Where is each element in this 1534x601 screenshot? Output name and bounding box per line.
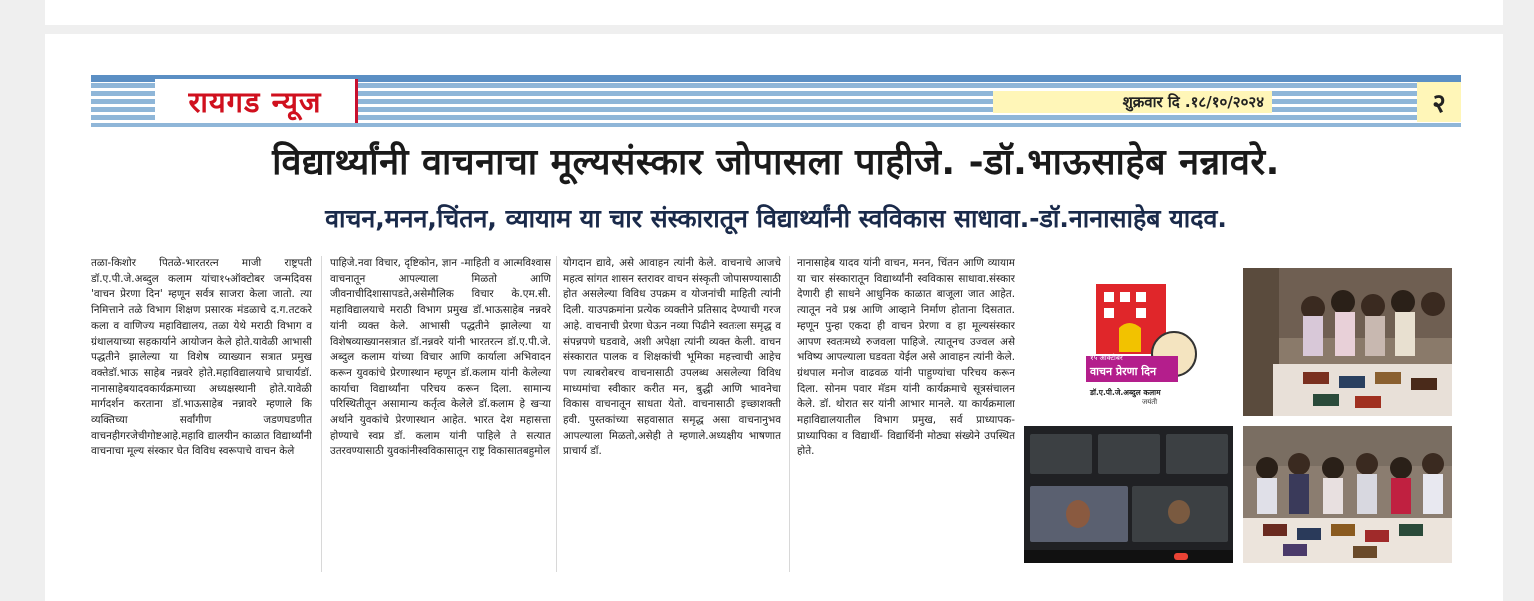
speaker-tile [1030, 486, 1128, 542]
event-photo-1 [1243, 268, 1452, 416]
meeting-controls-bar [1024, 550, 1233, 563]
subheadline: वाचन,मनन,चिंतन, व्यायाम या चार संस्कारातून विद्यार्थ्यांनी स्वविकास साधावा.-डॉ.नानासाहेब यादव. [325, 204, 1227, 233]
poster-line-4: जयंती [1142, 398, 1158, 406]
page-number: २ [1432, 89, 1446, 119]
article-column-3: योगदान द्यावे, असे आवाहन त्यांनी केले. वाचनाचे आजचे महत्व सांगत शासन स्तरावर वाचन संस्कृती जोपासण्यासाठी होत असलेल्या विविध उपक्रम व योजनांची माहिती त्यांनी दिली. याउपक्रमांना प्रत्येक व्यक्तीने प्रतिसाद देण्याची गरज आहे. वाचनाची प्रेरणा घेऊन नव्या पिढीने स्वतःला समृद्ध व संपन्नपणे घडवावे, अशी अपेक्षा त्यांनी व्यक्त केली. वाचन संस्कारात पालक व शिक्षकांची भूमिका महत्त्वाची आहेच पण त्याबरोबरच वाचनासाठी उपलब्ध असलेल्या विविध माध्यमांचा स्वीकार करीत मन, बुद्धी आणि भावनेचा विकास वाचनातून साधता येतो. वाचनासाठी इच्छाशक्ती हवी. पुस्तकांच्या सहवासात समृद्ध असा वाचनानुभव आपल्याला मिळतो,असेही ते म्हणाले.अध्यक्षीय भाषणात प्राचार्य डॉ. [563, 257, 781, 458]
photo-1-graphic [1243, 268, 1452, 416]
article-column-1: तळा-किशोर पितळे-भारतरत्न माजी राष्ट्रपती डॉ.ए.पी.जे.अब्दुल कलाम यांचा१५ऑक्टोबर जन्मदिवस 'वाचन प्रेरणा दिन' म्हणून सर्वत्र साजरा केला जातो. त्या निमित्ताने तळे विभाग शिक्षण प्रसारक मंडळाचे द.ग.तटकरे कला व वाणिज्य महाविद्यालय, तळा येथे मराठी विभाग व ग्रंथालयाच्या सहकार्याने आयोजन केले होते.यावेळी आभासी पद्धतीने झालेल्या या विशेष व्याख्यान सत्रात प्रमुख वक्तेडॉ.भाऊ साहेब नन्नवरे होते.महाविद्यालयाचे प्राचार्यडॉ. नानासाहेबयादवकार्यक्रमाच्या अध्यक्षस्थानी होते.यावेळी मार्गदर्शन करताना डॉ.भाऊसाहेब नन्नावरे म्हणाले कि व्यक्तिच्या सर्वांगीण जडणघडणीत वाचनहीगरजेचीगोष्टआहे.महावि द्यालयीन काळात विद्यार्थ्यांनी वाचनाचा मूल्य संस्कार घेत विविध स्वरूपाचे वाचन केले [91, 257, 312, 458]
poster-title: वाचन प्रेरणा दिन [1090, 365, 1157, 378]
column-divider [321, 256, 322, 572]
article-column-4: नानासाहेब यादव यांनी वाचन, मनन, चिंतन आणि व्यायाम या चार संस्कारातून विद्यार्थ्यांनी स्वविकास साधावा.संस्कार देणारी ही साधने आधुनिक काळात बाजूला जात आहेत. त्यातून नवे प्रश्न आणि आव्हाने निर्माण होताना दिसतात. म्हणून पुन्हा एकदा ही वाचन प्रेरणा व हा मूल्यसंस्कार आपण स्वतःमध्ये रुजवला पाहिजे. त्यातूनच उज्वल असे भविष्य आपल्याला घडवता येईल असे आवाहन त्यांनी केले. ग्रंथपाल मनोज वाढवळ यांनी पाहुण्यांचा परिचय करून दिला. सोनम पवार मॅडम यांनी कार्यक्रमाचे सूत्रसंचालन केले. डॉ. थोरात सर यांनी आभार मानले. या कार्यक्रमाला महाविद्यालयातील विभाग प्रमुख, सर्व प्राध्यापक- प्राध्यापिका व विद्यार्थी- विद्यार्थिनी मोठ्या संख्येने उपस्थित होते. [797, 257, 1015, 458]
end-call-icon [1174, 553, 1188, 560]
page-number-box [1417, 82, 1461, 122]
top-strip [45, 0, 1503, 25]
date-box [993, 91, 1272, 113]
online-meeting-screenshot [1024, 426, 1233, 563]
column-divider [556, 256, 557, 572]
article-column-2: पाहिजे.नवा विचार, दृष्टिकोन, ज्ञान -माहिती व आत्मविश्वास वाचनातून आपल्याला मिळतो आणि जीवनाचीदिशासापडते,असेमौलिक विचार के.एम.सी. महाविद्यालयाचे मराठी विभाग प्रमुख डॉ.भाऊसाहेब नन्नवरे यांनी व्यक्त केले. आभासी पद्धतीने झालेल्या या विशेषव्याख्यानसत्रात डॉ.नन्नवरे यांनी भारतरत्न डॉ.ए.पी.जे. अब्दुल कलाम यांच्या विचार आणि कार्याला अभिवादन करून युवकांचे प्रेरणास्थान म्हणून डॉ.कलाम यांनी केलेल्या कार्याचा विद्यार्थ्यांना परिचय करून दिला. सामान्य परिस्थितीतून असामान्य कर्तृत्व केलेले डॉ.कलाम हे खऱ्या अर्थाने युवकांचे प्रेरणास्थान आहेत. भारत देश महासत्ता होण्याचे स्वप्न डॉ. कलाम यांनी पाहिले ते सत्यात उतरवण्यासाठी युवकांनीस्वविकासातून राष्ट्र विकासातबहुमोल [330, 257, 551, 458]
issue-date: शुक्रवार दि .१८/१०/२०२४ [1122, 93, 1264, 111]
photo-2-graphic [1243, 426, 1452, 563]
event-photo-2 [1243, 426, 1452, 563]
column-divider [789, 256, 790, 572]
participant-tile [1098, 434, 1160, 474]
poster-line-1: १५ ऑक्टोबर [1090, 354, 1123, 362]
newspaper-logo [155, 79, 358, 123]
vachan-prerna-din-poster [1024, 268, 1235, 416]
participant-tile [1132, 486, 1228, 542]
logo-text: रायगड न्यूज [188, 84, 322, 119]
poster-line-3: डॉ.ए.पी.जे.अब्दुल कलाम [1090, 388, 1161, 397]
headline: विद्यार्थ्यांनी वाचनाचा मूल्यसंस्कार जोपासला पाहीजे. -डॉ.भाऊसाहेब नन्नावरे. [272, 142, 1280, 183]
participant-tile [1166, 434, 1228, 474]
participant-tile [1030, 434, 1092, 474]
